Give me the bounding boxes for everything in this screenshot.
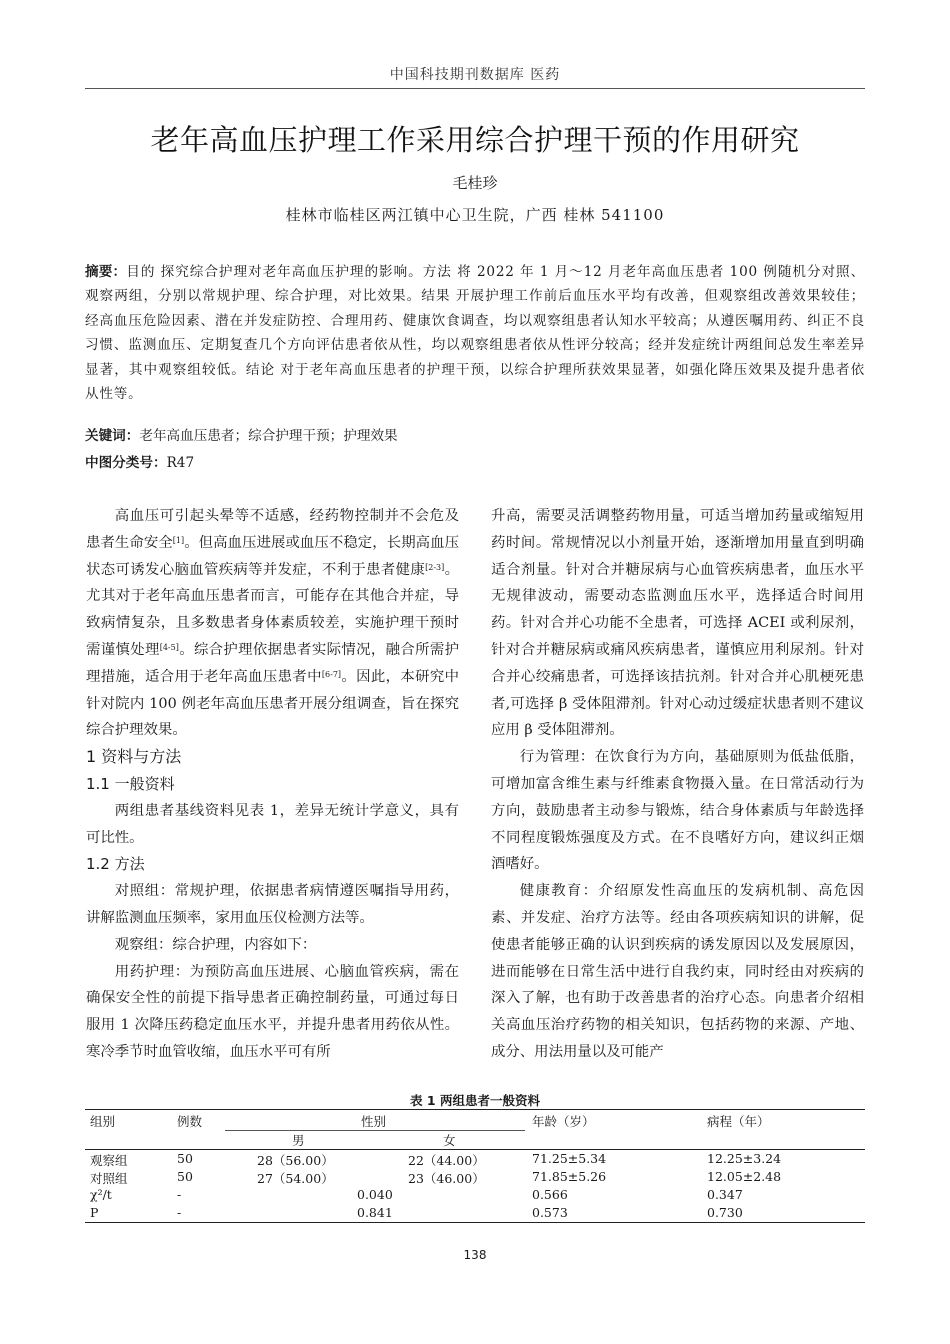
abstract-label: 摘要： bbox=[85, 264, 127, 280]
author: 毛桂珍 bbox=[452, 174, 498, 192]
abstract-text: 目的 探究综合护理对老年高血压护理的影响。方法 将 2022 年 1 月～12 月老年高血压患者 100 例随机分对照、观察两组，分别以常规护理、综合护理，对比效果。结果 开展护理工作前后血压水平均有改善，但观察组改善效果较佳；经高血压危险因素、潜在并发症防控、合理用药、健康饮食调查，均以观察组患者认知水平较高；从遵医嘱用药、纠正不良习惯、监测血压、定期复查几个方向评估患者依从性，均以观察组患者依从性评分较高；经并发症统计两组间总发生率差异显著，其中观察组较低。结论 对于老年高血压患者的护理干预，以综合护理所获效果显著，如强化降压效果及提升患者依从性等。 bbox=[85, 264, 866, 403]
body-column-right bbox=[491, 503, 864, 1066]
subsection-heading: 1.1 一般资料 bbox=[86, 774, 175, 793]
keywords-label: 关键词： bbox=[85, 428, 140, 444]
paragraph: 两组患者基线资料见表 1，差异无统计学意义，具有可比性。 bbox=[86, 802, 459, 846]
paper-title: 老年高血压护理工作采用综合护理干预的作用研究 bbox=[150, 123, 800, 157]
paragraph-intro: 高血压可引起头晕等不适感，经药物控制并不会危及患者生命安全[1]。但高血压进展或血压不稳定，长期高血压状态可诱发心脑血管疾病等并发症，不利于患者健康[2-3]。尤其对于老年高血压患者而言，可能存在其他合并症，导致病情复杂，且多数患者身体素质较差，实施护理干预时需谨慎处理[4-5]。综合护理依据患者实际情况，融合所需护理措施，适合用于老年高血压患者中[6-7]。因此，本研究中针对院内 100 例老年高血压患者开展分组调查，旨在探究综合护理效果。 bbox=[86, 508, 459, 739]
journal-header: 中国科技期刊数据库 医药 bbox=[389, 67, 561, 83]
col-header-age: 年龄（岁） bbox=[532, 1114, 595, 1129]
citation-ref: [1] bbox=[172, 535, 185, 545]
paragraph: 行为管理：在饮食行为方向，基础原则为低盐低脂，可增加富含维生素与纤维素食物摄入量。在日常活动行为方向，鼓励患者主动参与锻炼，结合身体素质与年龄选择不同程度锻炼强度及方式。在不良嗜好方向，建议纠正烟酒嗜好。 bbox=[491, 749, 864, 873]
col-header-male: 男 bbox=[292, 1133, 305, 1148]
col-header-female: 女 bbox=[443, 1133, 456, 1148]
section-heading: 1 资料与方法 bbox=[86, 747, 182, 767]
affiliation: 桂林市临桂区两江镇中心卫生院，广西 桂林 541100 bbox=[285, 206, 665, 224]
paragraph: 用药护理：为预防高血压进展、心脑血管疾病，需在确保安全性的前提下指导患者正确控制药量，可通过每日服用 1 次降压药稳定血压水平，并提升患者用药依从性。寒冷季节时血管收缩，血压水平可有所 bbox=[86, 963, 459, 1060]
subsection-heading: 1.2 方法 bbox=[86, 855, 145, 874]
clc-text: R47 bbox=[166, 455, 195, 471]
paragraph: 健康教育：介绍原发性高血压的发病机制、高危因素、并发症、治疗方法等。经由各项疾病知识的讲解，促使患者能够正确的认识到疾病的诱发原因以及发展原因，进而能够在日常生活中进行自我约束，同时经由对疾病的深入了解，也有助于改善患者的治疗心态。向患者介绍相关高血压治疗药物的相关知识，包括药物的来源、产地、成分、用法用量以及可能产 bbox=[491, 883, 864, 1060]
body-column-left bbox=[86, 503, 459, 1066]
table-caption: 表 1 两组患者一般资料 bbox=[410, 1093, 540, 1108]
citation-ref: [6-7] bbox=[321, 669, 342, 679]
table-rule-sub bbox=[225, 1130, 525, 1131]
citation-ref: [2-3] bbox=[425, 562, 445, 572]
col-header-n: 例数 bbox=[177, 1114, 203, 1129]
col-header-course: 病程（年） bbox=[707, 1114, 770, 1129]
citation-ref: [4-5] bbox=[159, 642, 179, 652]
keywords-text: 老年高血压患者；综合护理干预；护理效果 bbox=[139, 428, 398, 444]
baseline-table: 组别 例数 性别 男 女 年龄（岁） 病程（年） 观察组 50 28（56.00） 22（44.00） 71.25±5.34 12.25±3.24 对照组 50 27（54.00） 23（46.00） 71.85±5.26 12.05±2.48 χ²/t - 0.040 0.566 0.347 P - 0.841 0.573 0.730 bbox=[85, 1109, 865, 1224]
clc-label: 中图分类号： bbox=[85, 455, 167, 471]
paragraph: 观察组：综合护理，内容如下： bbox=[114, 936, 317, 953]
paragraph: 对照组：常规护理，依据患者病情遵医嘱指导用药，讲解监测血压频率，家用血压仪检测方法等。 bbox=[86, 883, 459, 926]
page-number: 138 bbox=[463, 1248, 487, 1262]
classification-number bbox=[85, 451, 865, 475]
col-header-sex: 性别 bbox=[361, 1114, 387, 1129]
col-header-group: 组别 bbox=[90, 1114, 116, 1129]
table-rule-top bbox=[85, 1109, 865, 1110]
abstract bbox=[85, 260, 865, 406]
header-rule bbox=[85, 88, 865, 89]
paragraph: 升高，需要灵活调整药物用量，可适当增加药量或缩短用药时间。常规情况以小剂量开始，逐渐增加用量直到明确适合剂量。针对合并糖尿病与心血管疾病患者，血压水平无规律波动，需要动态监测血压水平，选择适合时间用药。针对合并心功能不全患者，可选择 ACEI 或利尿剂，针对合并糖尿病或痛风疾病患者，谨慎应用利尿剂。针对合并心绞痛患者，可选择该拮抗剂。针对合并心肌梗死患者,可选择 β 受体阻滞剂。针对心动过缓症状患者则不建议应用 β 受体阻滞剂。 bbox=[491, 508, 864, 739]
table-rule-bottom bbox=[85, 1222, 865, 1223]
table-rule-mid bbox=[85, 1149, 865, 1150]
keywords bbox=[85, 424, 865, 448]
